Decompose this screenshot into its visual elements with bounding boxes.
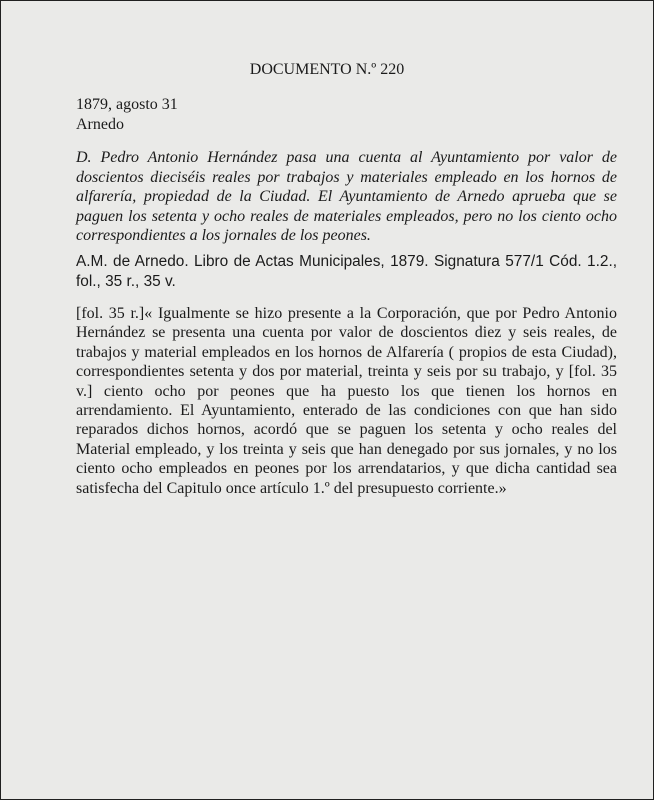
document-summary: D. Pedro Antonio Hernández pasa una cuenta al Ayuntamiento por valor de doscientos dieciséis reales por trabajos y materiales empleado en los hornos de alfarería, propiedad de la Ciudad. El Ayuntamiento de Arnedo aprueba que se paguen los setenta y ocho reales de materiales empleados, pero no los ciento ocho correspondientes a los jornales de los peones. xyxy=(76,149,617,244)
document-header xyxy=(76,95,178,135)
document-title: DOCUMENTO N.º 220 xyxy=(249,61,405,78)
document-date: 1879, agosto 31 xyxy=(76,96,178,113)
document-body: [fol. 35 r.]« Igualmente se hizo presente a la Corporación, que por Pedro Antonio Hernández se presenta una cuenta por valor de doscientos diez y seis reales, de trabajos y material empleados en los hornos de Alfarería ( propios de esta Ciudad), correspondientes setenta y dos por material, treinta y seis por su trabajo, y [fol. 35 v.] ciento ocho por peones que ha puesto los que tienen los hornos en arrendamiento. El Ayuntamiento, enterado de las condiciones con que han sido reparados dichos hornos, acordó que se paguen los setenta y ocho reales del Material empleado, y los treinta y seis que han denegado por sus jornales, y no los ciento ocho empleados en peones por los arrendatarios, y que dicha cantidad sea satisfecha del Capitulo once artículo 1.º del presupuesto corriente.» xyxy=(76,305,617,497)
document-source: A.M. de Arnedo. Libro de Actas Municipales, 1879. Signatura 577/1 Cód. 1.2., fol., 35 r., 35 v. xyxy=(76,253,617,290)
document-place: Arnedo xyxy=(76,116,124,133)
